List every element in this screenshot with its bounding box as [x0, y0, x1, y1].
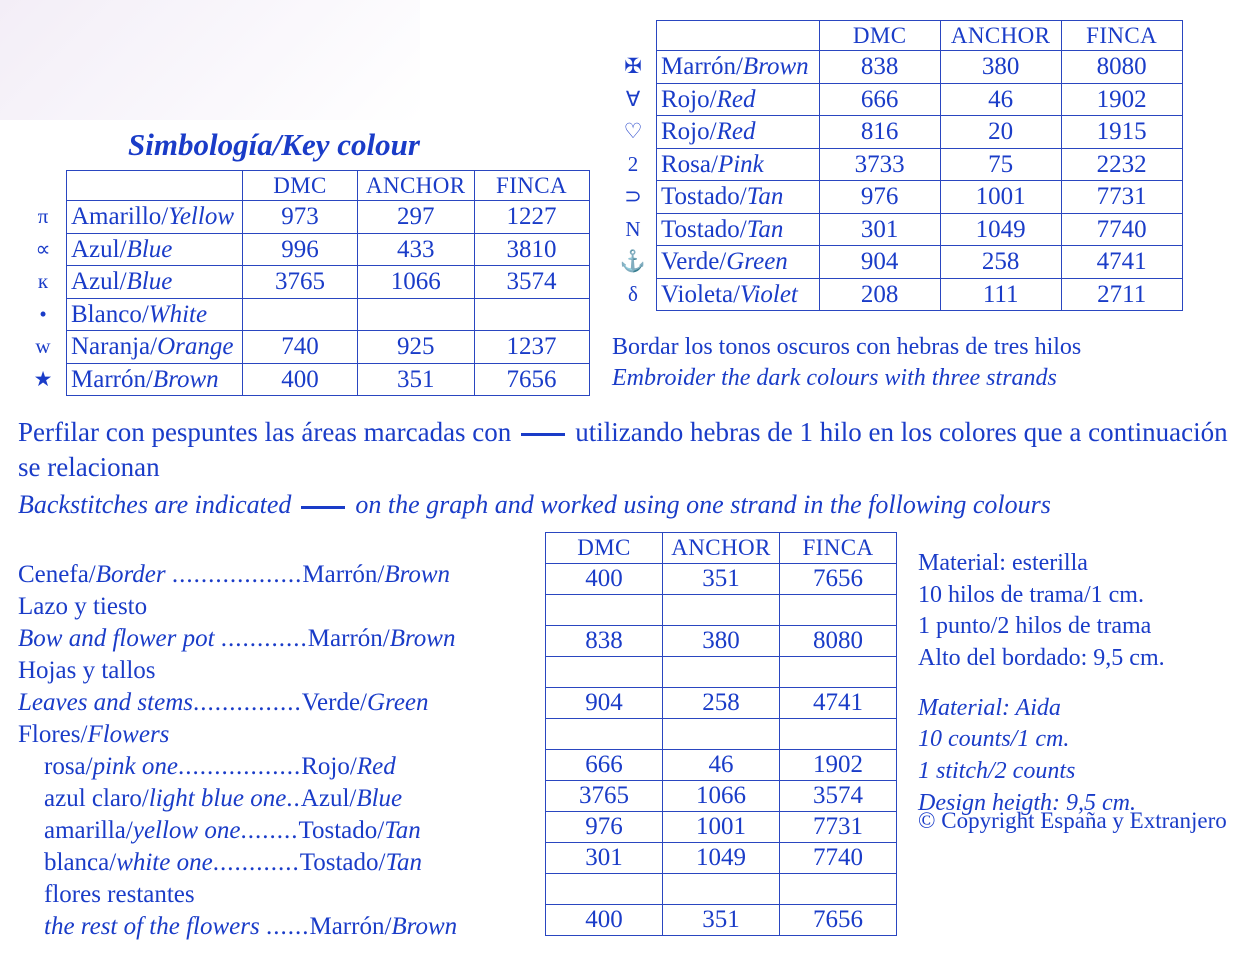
finca-value: 8080 [1061, 51, 1182, 84]
anchor-value: 433 [358, 233, 475, 266]
list-item: flores restantes [44, 882, 195, 908]
colour-name [67, 266, 243, 299]
dmc-value: 904 [819, 246, 940, 279]
finca-value: 3810 [474, 233, 589, 266]
table-row [20, 233, 589, 266]
material-es-line3: 1 punto/2 hilos de trama [918, 613, 1152, 640]
anchor-value: 46 [940, 83, 1061, 116]
table-row [546, 905, 897, 936]
symbol-header [610, 21, 657, 51]
table-row [546, 564, 897, 595]
dmc-value: 301 [546, 843, 663, 874]
finca-header: FINCA [780, 533, 897, 564]
anchor-header: ANCHOR [940, 21, 1061, 51]
table-header-row [610, 21, 1182, 51]
anchor-value: 258 [663, 688, 780, 719]
table-row [20, 363, 589, 396]
table-row [20, 266, 589, 299]
page-title: Simbología/Key colour [128, 127, 420, 162]
finca-value [474, 298, 589, 331]
colour-name-en: Tan [746, 215, 784, 243]
colour-name-en: Brown [152, 365, 219, 393]
material-en-line3: 1 stitch/2 counts [918, 758, 1076, 785]
colour-name-es: Marrón/ [661, 53, 743, 81]
dark-colour-note [612, 332, 1081, 394]
colour-name [67, 233, 243, 266]
stitch-symbol-icon: w [35, 334, 51, 359]
finca-value: 7740 [1061, 213, 1182, 246]
finca-value: 4741 [1061, 246, 1182, 279]
dmc-value: 976 [546, 812, 663, 843]
colour-name-es: Naranja/ [71, 333, 158, 361]
colour-name-en: Tan [746, 183, 784, 211]
key-colour-table-wrapper [20, 170, 590, 396]
dmc-value: 816 [819, 116, 940, 149]
finca-value: 2232 [1061, 148, 1182, 181]
stitch-symbol-icon: 2 [627, 151, 639, 176]
material-es [918, 548, 1165, 675]
list-item: Lazo y tiesto [18, 594, 148, 620]
anchor-header: ANCHOR [358, 171, 475, 201]
colour-name-en: Blue [126, 235, 173, 263]
table-row [546, 874, 897, 905]
anchor-value: 1001 [940, 181, 1061, 214]
instruction-en-before: Backstitches are indicated [18, 490, 292, 519]
colour-name-es: Verde/ [661, 248, 727, 276]
dark-colour-table [610, 20, 1183, 311]
colour-name-en: Violet [740, 280, 798, 308]
anchor-value: 1049 [663, 843, 780, 874]
material-es-line1: Material: esterilla [918, 550, 1088, 576]
dash-line-icon [521, 433, 565, 436]
dmc-value [546, 874, 663, 905]
material-en-line4: Design heigth: 9,5 cm. [918, 789, 1136, 816]
dmc-value: 976 [819, 181, 940, 214]
stitch-symbol-icon: δ [628, 281, 638, 306]
anchor-value: 297 [358, 201, 475, 234]
finca-value: 1902 [780, 750, 897, 781]
finca-value [780, 719, 897, 750]
colour-name-en: Orange [157, 333, 234, 361]
dmc-value [546, 657, 663, 688]
list-item: Cenefa/Border ..................Marrón/Brown [18, 562, 451, 588]
finca-value: 7656 [780, 905, 897, 936]
material-en-line2: 10 counts/1 cm. [918, 726, 1070, 753]
anchor-value [663, 657, 780, 688]
colour-name-es: Azul/ [71, 268, 127, 296]
list-item: amarilla/yellow one........Tostado/Tan [44, 818, 421, 844]
finca-value: 7656 [474, 363, 589, 396]
material-es-line2: 10 hilos de trama/1 cm. [918, 581, 1144, 608]
stitch-symbol-icon: ★ [33, 366, 53, 391]
anchor-value: 111 [940, 278, 1061, 311]
colour-name-header [67, 171, 243, 201]
finca-value: 7731 [780, 812, 897, 843]
anchor-value: 351 [358, 363, 475, 396]
table-row [20, 201, 589, 234]
colour-name [657, 83, 820, 116]
table-row [610, 116, 1182, 149]
table-row [610, 148, 1182, 181]
table-row [546, 657, 897, 688]
list-item: blanca/white one............Tostado/Tan [44, 850, 423, 876]
dmc-value: 3765 [243, 266, 358, 299]
colour-name-es: Rojo/ [661, 118, 717, 146]
anchor-value [663, 874, 780, 905]
list-item: the rest of the flowers ......Marrón/Brown [44, 914, 458, 940]
list-item: Bow and flower pot ............Marrón/Brown [18, 626, 456, 652]
key-colour-table-body [20, 201, 589, 396]
table-header-row [20, 171, 589, 201]
colour-name-en: Yellow [168, 203, 234, 231]
table-row [20, 331, 589, 364]
table-row [20, 298, 589, 331]
colour-name [657, 181, 820, 214]
colour-name-en: Red [716, 85, 756, 113]
dmc-value: 400 [243, 363, 358, 396]
finca-value: 8080 [780, 626, 897, 657]
stitch-symbol-icon: ♡ [623, 119, 643, 144]
instruction-es-after: utilizando hebras de 1 hilo en los colores que a continuación se relacionan [18, 417, 1228, 482]
colour-name [657, 116, 820, 149]
finca-value [780, 874, 897, 905]
anchor-value: 351 [663, 564, 780, 595]
material-en [918, 693, 1165, 820]
dmc-value: 740 [243, 331, 358, 364]
table-row [546, 595, 897, 626]
stitch-symbol-icon: π [37, 204, 49, 229]
list-item: Hojas y tallos [18, 658, 156, 684]
anchor-value: 20 [940, 116, 1061, 149]
finca-value: 4741 [780, 688, 897, 719]
material-es-line4: Alto del bordado: 9,5 cm. [918, 645, 1165, 672]
stitch-symbol-icon: N [625, 216, 641, 241]
colour-name [67, 331, 243, 364]
colour-name [657, 246, 820, 279]
dmc-value: 666 [819, 83, 940, 116]
dmc-value: 973 [243, 201, 358, 234]
anchor-value [358, 298, 475, 331]
symbol-header [20, 171, 67, 201]
dmc-value [546, 719, 663, 750]
finca-value: 2711 [1061, 278, 1182, 311]
colour-name-en: Blue [126, 268, 173, 296]
colour-name-es: Rosa/ [661, 150, 718, 178]
stitch-symbol-icon: ✠ [624, 54, 642, 79]
stitch-symbol-icon: ⚓ [619, 249, 647, 274]
instruction-en-after: on the graph and worked using one strand in the following colours [355, 490, 1051, 519]
finca-value: 7740 [780, 843, 897, 874]
finca-header: FINCA [474, 171, 589, 201]
colour-name [657, 148, 820, 181]
colour-name-en: Red [716, 118, 756, 146]
table-row [546, 812, 897, 843]
dmc-value: 3733 [819, 148, 940, 181]
dark-colour-table-body [610, 51, 1182, 311]
finca-value: 1915 [1061, 116, 1182, 149]
finca-value: 3574 [474, 266, 589, 299]
colour-name-en: Green [726, 248, 788, 276]
stitch-symbol-icon: ∝ [35, 236, 51, 261]
colour-name [657, 278, 820, 311]
copyright-notice: © Copyright España y Extranjero [918, 808, 1227, 833]
finca-value [780, 595, 897, 626]
colour-name-es: Rojo/ [661, 85, 717, 113]
anchor-value [663, 719, 780, 750]
dash-line-icon [301, 506, 345, 509]
colour-name [67, 201, 243, 234]
backstitch-instruction-es [18, 415, 1228, 484]
table-row [546, 719, 897, 750]
material-info [918, 548, 1165, 819]
colour-name-es: Blanco/ [71, 300, 149, 328]
backstitch-colour-list [18, 562, 548, 946]
finca-value: 3574 [780, 781, 897, 812]
table-row [610, 181, 1182, 214]
colour-name-es: Violeta/ [661, 280, 741, 308]
table-row [546, 843, 897, 874]
table-row [610, 246, 1182, 279]
backstitch-table [545, 532, 897, 936]
anchor-value: 380 [940, 51, 1061, 84]
anchor-value: 1066 [663, 781, 780, 812]
dmc-value: 301 [819, 213, 940, 246]
material-en-line1: Material: Aida [918, 694, 1061, 721]
dmc-header: DMC [546, 533, 663, 564]
dark-note-en: Embroider the dark colours with three strands [612, 365, 1057, 392]
dmc-value: 208 [819, 278, 940, 311]
backstitch-instruction-en [18, 488, 1218, 521]
stitch-symbol-icon: ⊃ [624, 184, 642, 209]
dmc-value: 400 [546, 564, 663, 595]
stitch-symbol-icon: • [39, 301, 47, 326]
instruction-es-before: Perfilar con pespuntes las áreas marcadas con [18, 417, 512, 447]
dmc-value: 904 [546, 688, 663, 719]
list-item: Flores/Flowers [18, 722, 170, 748]
table-row [546, 626, 897, 657]
colour-name-es: Tostado/ [661, 215, 747, 243]
key-colour-table [20, 170, 590, 396]
colour-name [657, 51, 820, 84]
anchor-value: 351 [663, 905, 780, 936]
colour-name-en: Pink [717, 150, 764, 178]
anchor-value: 925 [358, 331, 475, 364]
anchor-value: 46 [663, 750, 780, 781]
background-tint [0, 0, 420, 120]
dmc-value: 3765 [546, 781, 663, 812]
dmc-value: 666 [546, 750, 663, 781]
colour-name-en: Brown [742, 53, 809, 81]
finca-value: 7656 [780, 564, 897, 595]
colour-name [657, 213, 820, 246]
table-row [610, 51, 1182, 84]
finca-value: 7731 [1061, 181, 1182, 214]
dmc-value: 838 [546, 626, 663, 657]
stitch-symbol-icon: Ɐ [625, 86, 641, 111]
anchor-value: 1049 [940, 213, 1061, 246]
dark-colour-table-wrapper [610, 20, 1183, 311]
list-item: azul claro/light blue one..Azul/Blue [44, 786, 403, 812]
colour-name-header [657, 21, 820, 51]
dmc-header: DMC [243, 171, 358, 201]
table-row [546, 781, 897, 812]
finca-value [780, 657, 897, 688]
colour-name-es: Tostado/ [661, 183, 747, 211]
table-row [610, 213, 1182, 246]
anchor-value: 258 [940, 246, 1061, 279]
backstitch-table-wrapper [545, 532, 897, 936]
table-row [610, 278, 1182, 311]
table-row [610, 83, 1182, 116]
colour-name [67, 363, 243, 396]
dark-note-es: Bordar los tonos oscuros con hebras de tres hilos [612, 334, 1082, 360]
anchor-value: 1066 [358, 266, 475, 299]
colour-name [67, 298, 243, 331]
stitch-symbol-icon: к [37, 269, 49, 294]
table-header-row [546, 533, 897, 564]
colour-name-es: Amarillo/ [71, 203, 169, 231]
table-row [546, 688, 897, 719]
anchor-value [663, 595, 780, 626]
backstitch-table-body [546, 564, 897, 936]
table-row [546, 750, 897, 781]
anchor-value: 380 [663, 626, 780, 657]
list-item: Leaves and stems...............Verde/Green [18, 690, 429, 716]
colour-name-es: Marrón/ [71, 365, 153, 393]
anchor-header: ANCHOR [663, 533, 780, 564]
colour-name-en: White [148, 300, 208, 328]
list-item: rosa/pink one.................Rojo/Red [44, 754, 396, 780]
dmc-value: 838 [819, 51, 940, 84]
dmc-value: 400 [546, 905, 663, 936]
dmc-value: 996 [243, 233, 358, 266]
finca-value: 1902 [1061, 83, 1182, 116]
dmc-value [546, 595, 663, 626]
finca-value: 1227 [474, 201, 589, 234]
anchor-value: 1001 [663, 812, 780, 843]
dmc-value [243, 298, 358, 331]
dmc-header: DMC [819, 21, 940, 51]
anchor-value: 75 [940, 148, 1061, 181]
finca-value: 1237 [474, 331, 589, 364]
colour-name-es: Azul/ [71, 235, 127, 263]
finca-header: FINCA [1061, 21, 1182, 51]
